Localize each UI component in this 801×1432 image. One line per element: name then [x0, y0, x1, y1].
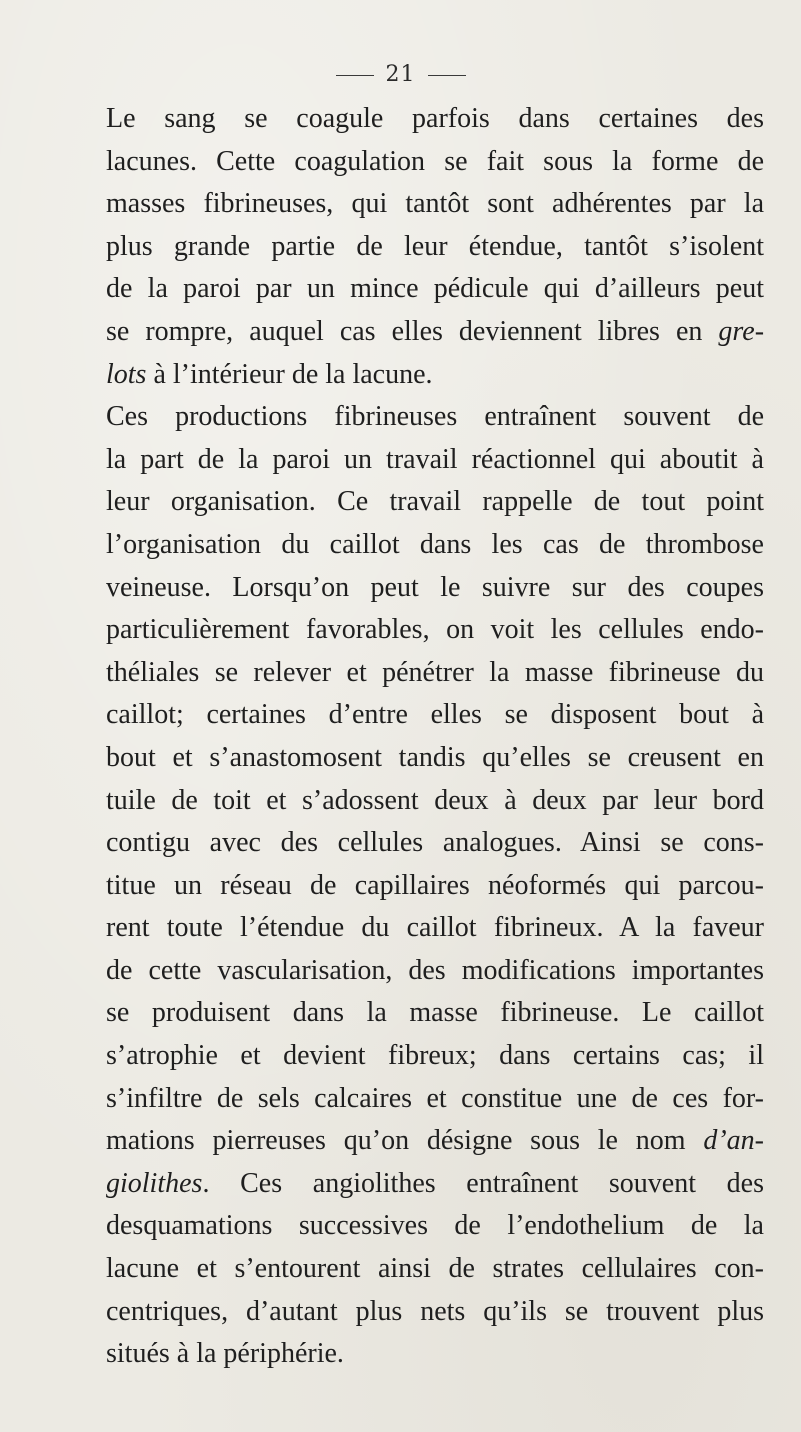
- text-line: contigu avec des cellules analogues. Ainsi se cons-: [106, 827, 764, 859]
- text-line: lots à l’intérieur de la lacune.: [106, 358, 433, 390]
- text-line: théliales se relever et pénétrer la masse fibrineuse du: [106, 656, 764, 688]
- text-line: situés à la périphérie.: [106, 1338, 344, 1370]
- text-line: particulièrement favorables, on voit les cellules endo-: [106, 614, 764, 646]
- italic-word: gre-: [718, 315, 765, 347]
- text-line: de la paroi par un mince pédicule qui d’ailleurs peut: [106, 273, 764, 305]
- text-line: bout et s’anastomosent tandis qu’elles se creusent en: [106, 741, 764, 773]
- text-line: plus grande partie de leur étendue, tantôt s’isolent: [106, 230, 764, 262]
- text-line: lacune et s’entourent ainsi de strates cellulaires con-: [106, 1253, 764, 1285]
- dash-right: [428, 75, 466, 76]
- text-line: giolithes. Ces angiolithes entraînent souvent des: [106, 1167, 764, 1199]
- text-line: veineuse. Lorsqu’on peut le suivre sur des coupes: [106, 571, 764, 603]
- text-line: lacunes. Cette coagulation se fait sous la forme de: [106, 145, 764, 177]
- text-line: Ces productions fibrineuses entraînent souvent de: [106, 401, 764, 433]
- text-line: titue un réseau de capillaires néoformés qui parcou-: [106, 869, 764, 901]
- text-line: rent toute l’étendue du caillot fibrineux. A la faveur: [106, 912, 764, 944]
- text-line: la part de la paroi un travail réactionnel qui aboutit à: [106, 443, 764, 475]
- text-line: mations pierreuses qu’on désigne sous le nom d’an-: [106, 1125, 764, 1157]
- body-text: [46, 98, 764, 1376]
- text-line: centriques, d’autant plus nets qu’ils se trouvent plus: [106, 1295, 764, 1327]
- text-line: se produisent dans la masse fibrineuse. Le caillot: [106, 997, 764, 1029]
- text-line: s’atrophie et devient fibreux; dans certains cas; il: [106, 1040, 764, 1072]
- page-number-value: 21: [385, 62, 416, 87]
- italic-word: d’an-: [703, 1125, 764, 1157]
- text-line: desquamations successives de l’endothelium de la: [106, 1210, 764, 1242]
- text-line: caillot; certaines d’entre elles se disposent bout à: [106, 699, 764, 731]
- text-line: de cette vascularisation, des modifications importantes: [106, 954, 764, 986]
- paragraph-1: [46, 98, 764, 396]
- italic-word: lots: [106, 358, 147, 390]
- page-number: [0, 62, 801, 87]
- text-line: se rompre, auquel cas elles deviennent libres en gre-: [106, 315, 765, 347]
- dash-left: [336, 75, 374, 76]
- text-line: l’organisation du caillot dans les cas de thrombose: [106, 528, 764, 560]
- text-line: leur organisation. Ce travail rappelle de tout point: [106, 486, 764, 518]
- text-line: tuile de toit et s’adossent deux à deux par leur bord: [106, 784, 764, 816]
- text-line: s’infiltre de sels calcaires et constitue une de ces for-: [106, 1082, 764, 1114]
- paragraph-2: [46, 396, 764, 1376]
- text-line: Le sang se coagule parfois dans certaines des: [106, 103, 764, 134]
- text-line: masses fibrineuses, qui tantôt sont adhérentes par la: [106, 188, 764, 220]
- italic-word: giolithes: [106, 1167, 203, 1199]
